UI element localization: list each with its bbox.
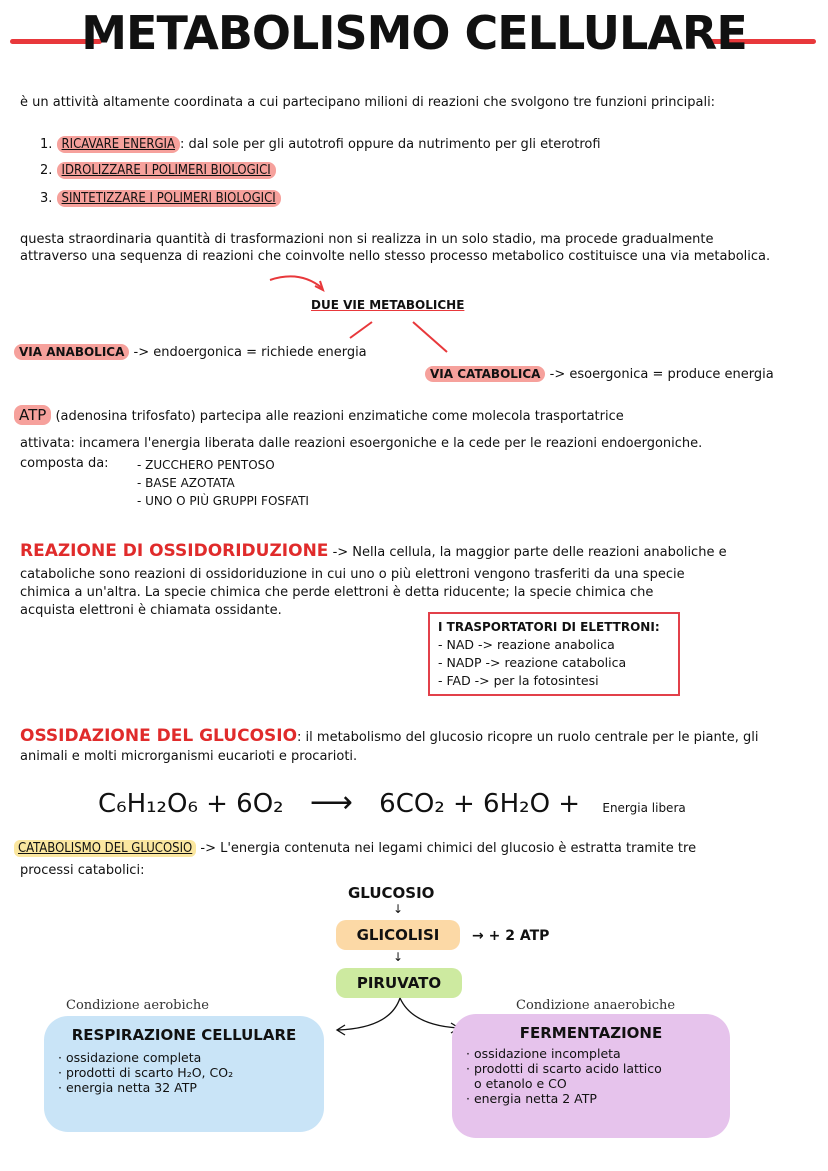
ossidoriduzione-text2: cataboliche sono reazioni di ossidoriduzione in cui uno o più elettroni vengono trasferiti da una specie (20, 567, 685, 582)
ferm-item: o etanolo e CO (466, 1076, 567, 1091)
resp-item: · ossidazione completa (58, 1050, 202, 1065)
glucosio-title: OSSIDAZIONE DEL GLUCOSIO (20, 726, 298, 746)
page-title: METABOLISMO CELLULARE (81, 6, 747, 60)
catabolica-label: VIA CATABOLICA (425, 366, 545, 382)
ossidoriduzione-text4: acquista elettroni è chiamata ossidante. (20, 603, 282, 618)
item-label: IDROLIZZARE I POLIMERI BIOLOGICI (57, 162, 276, 179)
item-number: 1. (40, 137, 53, 152)
flow-atp: → + 2 ATP (472, 928, 550, 944)
atp-line2: attivata: incamera l'energia liberata dalle reazioni esoergoniche e la cede per le reazioni endoergoniche. (20, 436, 703, 451)
flow-arrow-down-1: ↓ (393, 902, 404, 916)
flow-arrow-down-2: ↓ (393, 950, 404, 964)
box-item: - NADP -> reazione catabolica (438, 655, 627, 670)
fermentazione-cloud (452, 1014, 730, 1138)
catabolismo-label: CATABOLISMO DEL GLUCOSIO (14, 840, 196, 857)
flow-piruvato: PIRUVATO (336, 968, 462, 998)
item-number: 3. (40, 191, 53, 206)
cond-aerobiche: Condizione aerobiche (66, 998, 209, 1013)
anabolica-label: VIA ANABOLICA (14, 344, 129, 360)
box-item: - NAD -> reazione anabolica (438, 637, 615, 652)
catabolica-text: -> esoergonica = produce energia (549, 367, 774, 382)
item-rest: : dal sole per gli autotrofi oppure da nutrimento per gli eterotrofi (180, 137, 601, 152)
atp-part: - BASE AZOTATA (137, 476, 235, 490)
ferm-item: · energia netta 2 ATP (466, 1091, 597, 1106)
resp-title: RESPIRAZIONE CELLULARE (71, 1026, 297, 1044)
respirazione-cloud (44, 1016, 324, 1132)
flow-glucosio: GLUCOSIO (348, 884, 435, 902)
branch-left (338, 998, 400, 1030)
cond-anaerobiche: Condizione anaerobiche (516, 998, 676, 1013)
equation-left: C₆H₁₂O₆ + 6O₂ (98, 789, 284, 819)
vie-heading: DUE VIE METABOLICHE (311, 298, 465, 312)
branch-right (400, 998, 458, 1028)
intro-text: è un attività altamente coordinata a cui partecipano milioni di reazioni che svolgono tre funzioni principali: (20, 95, 716, 110)
ossidoriduzione-text3: chimica a un'altra. La specie chimica che perde elettroni è detta riducente; la specie chimica che (20, 585, 654, 600)
item-label: RICAVARE ENERGIA (57, 136, 180, 153)
atp-text1: (adenosina trifosfato) partecipa alle reazioni enzimatiche come molecola trasportatrice (55, 409, 624, 424)
catabolismo-text1: -> L'energia contenuta nei legami chimici del glucosio è estratta tramite tre (200, 841, 697, 856)
ferm-item: · prodotti di scarto acido lattico (466, 1061, 662, 1076)
paragraph-vie: questa straordinaria quantità di trasformazioni non si realizza in un solo stadio, ma procede gradualmente attraverso una sequenza di reazioni che coinvolte nello stesso processo metabolico costituisce una via metabolica. (20, 232, 771, 264)
ossidoriduzione-text1: -> Nella cellula, la maggior parte delle reazioni anaboliche e (332, 545, 727, 560)
equation-right: 6CO₂ + 6H₂O + (379, 789, 581, 819)
anabolica-text: -> endoergonica = richiede energia (133, 345, 367, 360)
ferm-title: FERMENTAZIONE (519, 1024, 663, 1042)
energia-libera: Energia libera (602, 801, 686, 815)
glucosio-text2: animali e molti microrganismi eucarioti e procarioti. (20, 749, 358, 764)
atp-composta: composta da: (20, 456, 109, 471)
ferm-item: · ossidazione incompleta (466, 1046, 621, 1061)
box-title: I TRASPORTATORI DI ELETTRONI: (438, 620, 660, 634)
atp-part: - UNO O PIÙ GRUPPI FOSFATI (137, 494, 309, 508)
resp-item: · prodotti di scarto H₂O, CO₂ (58, 1065, 234, 1080)
resp-item: · energia netta 32 ATP (58, 1080, 197, 1095)
item-number: 2. (40, 163, 53, 178)
atp-part: - ZUCCHERO PENTOSO (137, 458, 275, 472)
box-item: - FAD -> per la fotosintesi (438, 673, 599, 688)
catabolismo-text2: processi catabolici: (20, 863, 145, 878)
atp-label: ATP (14, 405, 51, 425)
flow-glicolisi: GLICOLISI (336, 920, 460, 950)
equation-arrow: ⟶ (309, 785, 353, 820)
ossidoriduzione-title: REAZIONE DI OSSIDORIDUZIONE (20, 541, 329, 561)
item-label: SINTETIZZARE I POLIMERI BIOLOGICI (57, 190, 281, 207)
glucosio-text1: : il metabolismo del glucosio ricopre un ruolo centrale per le piante, gli (297, 730, 759, 745)
